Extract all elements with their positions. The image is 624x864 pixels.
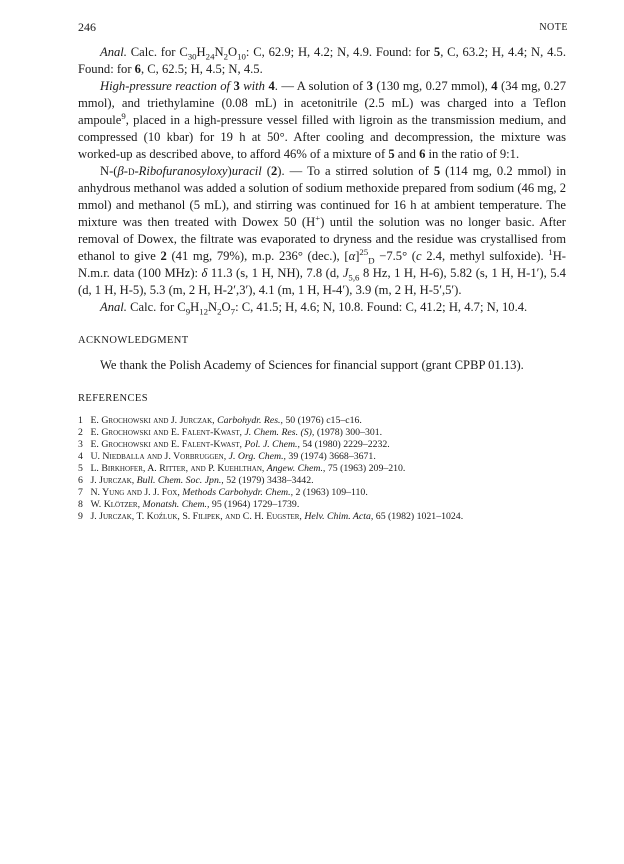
uracil-paragraph: N-(β-d-Ribofuranosyloxy)uracil (2). — To a stirred solution of 5 (114 mg, 0.2 mmol) in anhydrous methanol was added a solution of sodium methoxide prepared from sodium (46 mg, 2 mmol) and methanol (5 mL), and stirring was continued for 16 h at ambient temperature. The mixture was then treated with Dowex 50 (H+) until the solution was no longer basic. After removal of Dowex, the filtrate was evaporated to dryness and the residue was crystallised from ethanol to give 2 (41 mg, 79%), m.p. 236° (dec.), $[\alpha]^{25}_D -7.5^\circ$ (c 2.4, methyl sulfoxide). $^1$H-N.m.r. data (100 MHz): δ 11.3 (s, 1 H, NH), 7.8 (d, $J_{5,6}$ 8 Hz, 1 H, H-6), 5.82 (s, 1 H, H-1′), 5.4 (d, 1 H, H-5), 5.3 (m, 2 H, H-2′,3′), 4.1 (m, 1 H, H-4′), 3.9 (m, 2 H, H-5′,5′). [78, 164, 567, 297]
reference-item: 2 E. Grochowski and E. Falent-Kwast, J. Chem. Res. (S), (1978) 300–301. [78, 427, 383, 438]
analysis-paragraph-1: Anal. Calc. for $C_{30}H_{24}N_2O_{10}$: C, 62.9; H, 4.2; N, 4.9. Found: for 5, C, 63.2; H, 4.4; N, 4.5. Found: for 6, C, 62.5; H, 4.5; N, 4.5. [78, 45, 566, 76]
reference-item: 9 J. Jurczak, T. Koźluk, S. Filipek, and C. H. Eugster, Helv. Chim. Acta, 65 (1982) 1021–1024. [78, 511, 464, 522]
reference-item: 1 E. Grochowski and J. Jurczak, Carbohydr. Res., 50 (1976) c15–c16. [78, 415, 362, 426]
references-list [78, 415, 566, 523]
acknowledgment-heading: ACKNOWLEDGMENT [78, 335, 189, 346]
reference-item: 7 N. Yung and J. J. Fox, Methods Carbohydr. Chem., 2 (1963) 109–110. [78, 487, 368, 498]
reference-item: 8 W. Klötzer, Monatsh. Chem., 95 (1964) 1729–1739. [78, 499, 300, 510]
reference-item: 3 E. Grochowski and E. Falent-Kwast, Pol. J. Chem., 54 (1980) 2229–2232. [78, 439, 390, 450]
reference-item: 4 U. Niedballa and J. Vorbruggen, J. Org. Chem., 39 (1974) 3668–3671. [78, 451, 376, 462]
reference-item: 6 J. Jurczak, Bull. Chem. Soc. Jpn., 52 (1979) 3438–3442. [78, 475, 314, 486]
page-number: 246 [78, 20, 96, 34]
high-pressure-paragraph: High-pressure reaction of 3 with 4. — A solution of 3 (130 mg, 0.27 mmol), 4 (34 mg, 0.27 mmol), and triethylamine (0.08 mL) in acetonitrile (2.5 mL) was charged into a Teflon ampoule$^9$, placed in a high-pressure vessel filled with ligroin as the transmission medium, and compressed (10 kbar) for 19 h at 50°. After cooling and decompression, the mixture was worked-up as described above, to afford 46% of a mixture of 5 and 6 in the ratio of 9:1. [78, 79, 567, 161]
analysis-paragraph-2: Anal. Calc. for $C_9H_{12}N_2O_7$: C, 41.5; H, 4.6; N, 10.8. Found: C, 41.2; H, 4.7; N, 10.4. [100, 300, 528, 317]
acknowledgment-text: We thank the Polish Academy of Sciences for financial support (grant CPBP 01.13). [100, 358, 524, 372]
article-body [78, 44, 566, 523]
running-head: NOTE [539, 22, 568, 33]
references-heading: REFERENCES [78, 393, 148, 404]
reference-item: 5 L. Birkhofer, A. Ritter, and P. Kuehlthan, Angew. Chem., 75 (1963) 209–210. [78, 463, 406, 474]
